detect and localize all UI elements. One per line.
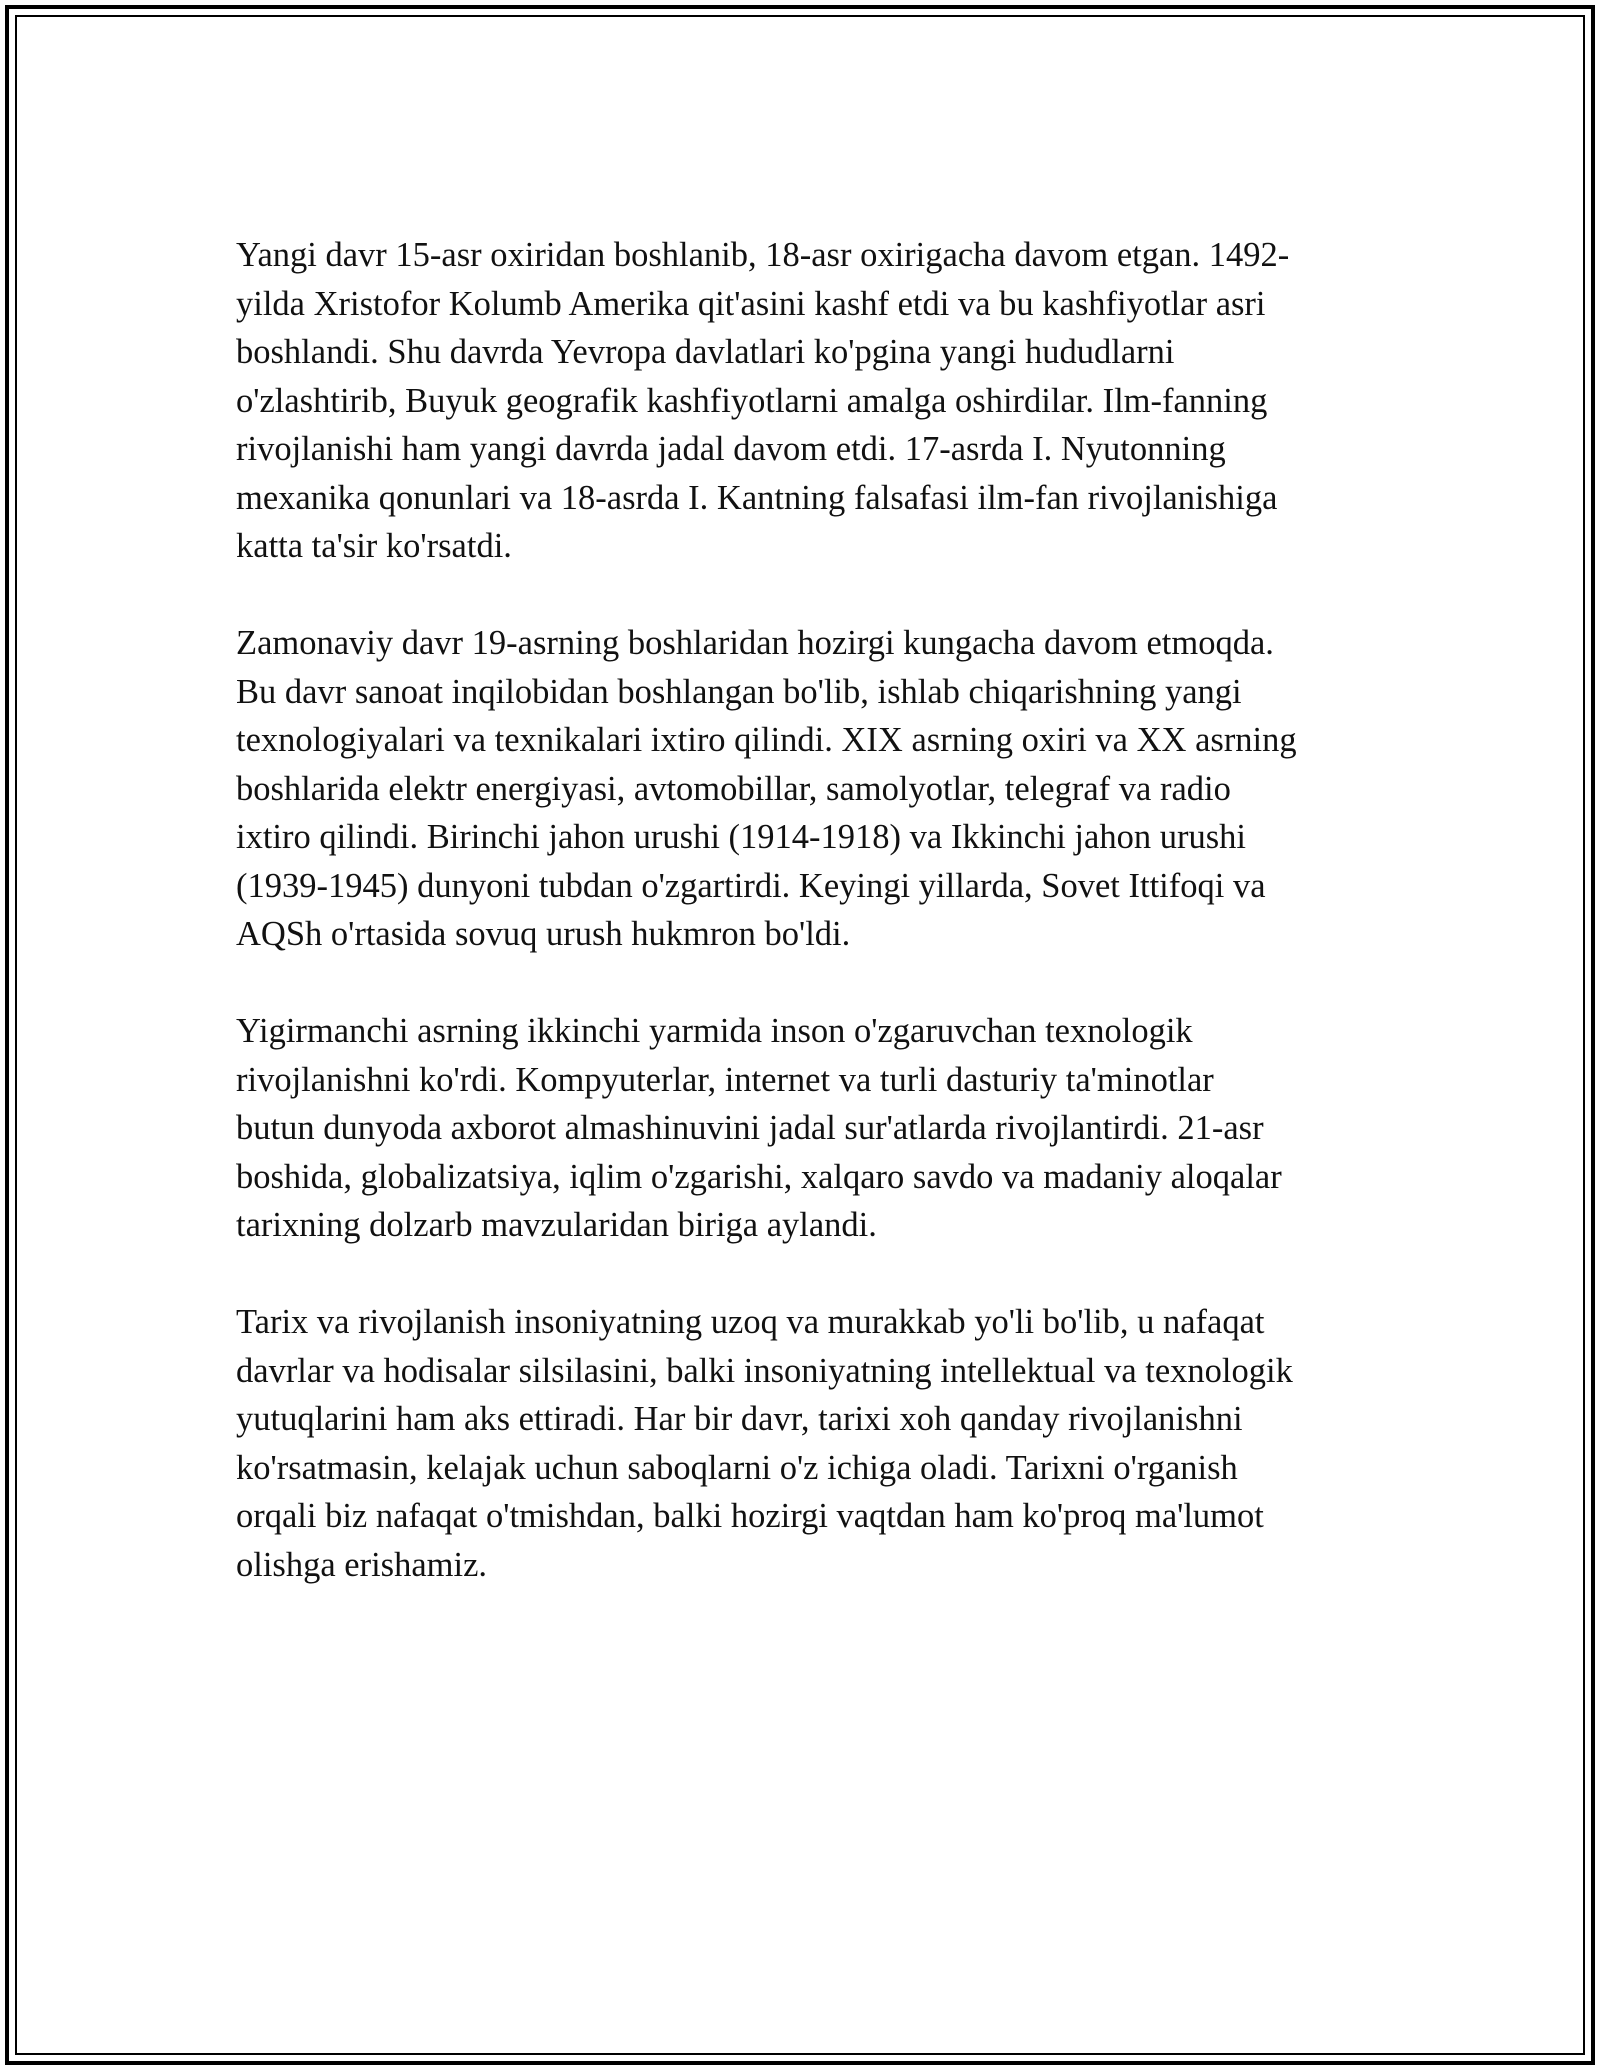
text-line: rivojlanishi ham yangi davrda jadal davom etdi. 17-asrda I. Nyutonning (236, 430, 1226, 468)
text-line: (1939-1945) dunyoni tubdan o'zgartirdi. Keyingi yillarda, Sovet Ittifoqi va (236, 866, 1266, 905)
text-line: boshida, globalizatsiya, iqlim o'zgarishi, xalqaro savdo va madaniy aloqalar (236, 1157, 1282, 1196)
text-line: texnologiyalari va texnikalari ixtiro qilindi. XIX asrning oxiri va XX asrning (236, 721, 1297, 759)
text-line: Yangi davr 15-asr oxiridan boshlanib, 18-asr oxirigacha davom etgan. 1492- (236, 236, 1290, 274)
document-body (236, 231, 1376, 1638)
text-line: Bu davr sanoat inqilobidan boshlangan bo'lib, ishlab chiqarishning yangi (236, 672, 1242, 711)
text-line: boshlarida elektr energiyasi, avtomobillar, samolyotlar, telegraf va radio (236, 769, 1231, 808)
paragraph-tarix-va-rivojlanish (236, 1298, 1376, 1589)
text-line: Zamonaviy davr 19-asrning boshlaridan hozirgi kungacha davom etmoqda. (236, 624, 1274, 662)
text-line: rivojlanishni ko'rdi. Kompyuterlar, internet va turli dasturiy ta'minotlar (236, 1060, 1214, 1099)
text-line: Tarix va rivojlanish insoniyatning uzoq va murakkab yo'li bo'lib, u nafaqat (236, 1303, 1265, 1341)
text-line: ko'rsatmasin, kelajak uchun saboqlarni o'z ichiga oladi. Tarixni o'rganish (236, 1448, 1238, 1487)
paragraph-yangi-davr (236, 231, 1376, 571)
text-line: yutuqlarini ham aks ettiradi. Har bir davr, tarixi xoh qanday rivojlanishni (236, 1400, 1243, 1438)
text-line: olishga erishamiz. (236, 1545, 488, 1584)
text-line: davrlar va hodisalar silsilasini, balki insoniyatning intellektual va texnologik (236, 1351, 1293, 1390)
text-line: butun dunyoda axborot almashinuvini jadal sur'atlarda rivojlantirdi. 21-asr (236, 1109, 1264, 1147)
paragraph-zamonaviy-davr (236, 619, 1376, 959)
text-line: o'zlashtirib, Buyuk geografik kashfiyotlarni amalga oshirdilar. Ilm-fanning (236, 381, 1268, 420)
text-line: Yigirmanchi asrning ikkinchi yarmida inson o'zgaruvchan texnologik (236, 1012, 1193, 1050)
text-line: yilda Xristofor Kolumb Amerika qit'asini kashf etdi va bu kashfiyotlar asri (236, 284, 1266, 323)
text-line: katta ta'sir ko'rsatdi. (236, 527, 512, 565)
text-line: ixtiro qilindi. Birinchi jahon urushi (1914-1918) va Ikkinchi jahon urushi (236, 818, 1246, 856)
text-line: boshlandi. Shu davrda Yevropa davlatlari ko'pgina yangi hududlarni (236, 333, 1175, 371)
text-line: tarixning dolzarb mavzularidan biriga aylandi. (236, 1206, 877, 1244)
text-line: AQSh o'rtasida sovuq urush hukmron bo'ldi. (236, 915, 851, 953)
text-line: orqali biz nafaqat o'tmishdan, balki hozirgi vaqtdan ham ko'proq ma'lumot (236, 1497, 1264, 1535)
paragraph-yigirmanchi-asr (236, 1007, 1376, 1250)
text-line: mexanika qonunlari va 18-asrda I. Kantning falsafasi ilm-fan rivojlanishiga (236, 478, 1278, 517)
